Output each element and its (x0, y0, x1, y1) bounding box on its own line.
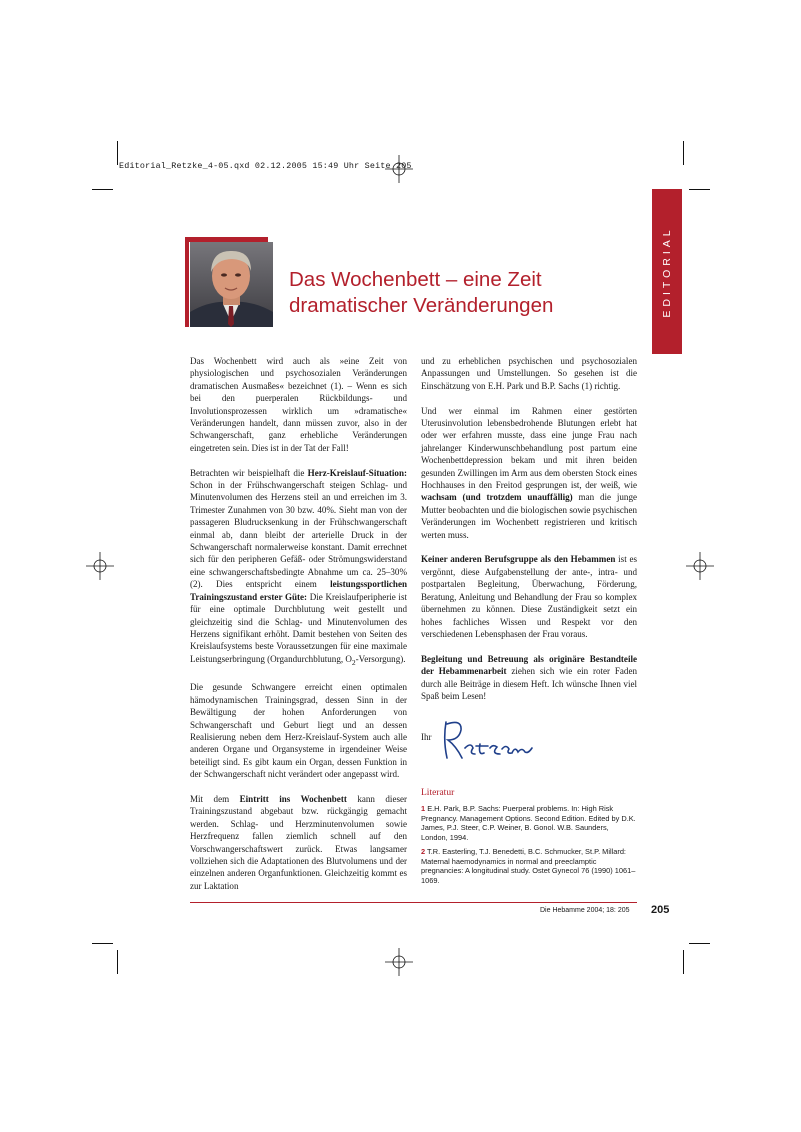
journal-citation: Die Hebamme 2004; 18: 205 (540, 907, 630, 914)
author-portrait (190, 242, 273, 327)
reference-number: 1 (421, 804, 426, 813)
paragraph (190, 793, 407, 892)
closing-ihr: Ihr (421, 732, 432, 742)
title-line-1: Das Wochenbett – eine Zeit (289, 268, 542, 291)
photo-frame-left (185, 237, 189, 327)
text-run: Und wer einmal im Rahmen einer gestörten Uterusinvolution lebensbedrohende Blutungen erlebt hat oder wer erfahren musste, dass eine junge Frau nach jahrelanger Kinderwunschbehandlung post partum eine Wochenbettdepression bekam und mit ihren beiden gesunden Zwillingen im Arm aus dem obersten Stock eines Hochhauses in den Freitod gesprungen ist, der weiß, wie (421, 405, 637, 491)
paragraph: Die gesunde Schwangere erreicht einen optimalen hämodynamischen Trainingsgrad, dessen Sinn in der Bewältigung der hohen Anforderungen von Schwangerschaft und Geburt liegt und an dessen Realisierung neben dem Herz-Kreislauf-System auch alle anderen Organe und Organsysteme in irgendeiner Weise beteiligt sind. Es gibt kaum ein Organ, dessen Funktion in der Schwangerschaft nicht verändert oder angepasst wird. (190, 682, 407, 780)
footer-rule (190, 902, 637, 903)
emphasis: Keiner anderen Berufsgruppe als den Hebammen (421, 554, 616, 565)
text-run: Die Kreislaufperipherie ist für eine optimale Durchblutung weit gestellt und gleichzeitig sind die Schlag- und Minutenvolumen des Herzens signifikant erhöht. Damit bestehen von Seiten des Kreislaufsystems beste Voraussetzungen für eine maximale Leistungserbringung (Organdurchblutung, O (190, 591, 407, 664)
paragraph: Das Wochenbett wird auch als »eine Zeit von physiologischen und psychosozialen Veränderungen dramatischen Ausmaßes« bezeichnet (1). – Wenn es sich bei den puerperalen Rückbildungs- und Involutionsprozessen wirklich um »dramatische« Veränderungen handelt, dann müssen zuvor, also in der Schwangerschaft, ganz erhebliche Veränderungen eingetreten sein. Dies ist in der Tat der Fall! (190, 356, 407, 453)
emphasis: Begleitung und Betreuung als originäre Bestandteile der Hebammenarbeit (421, 653, 637, 677)
emphasis: wachsam (und trotzdem unauffällig) (421, 492, 573, 503)
reference-item (421, 847, 637, 886)
reference-item (421, 804, 637, 843)
text-run: man die junge Mutter beobachten und die biologischen sowie psychischen Veränderungen im Wochenbett registrieren und kritisch werten muss. (421, 492, 637, 540)
reference-text: E.H. Park, B.P. Sachs: Puerperal problems. In: High Risk Pregnancy. Management Options. Second Edition. Edited by D.K. James, P.J. Steer, C.P. Weiner, B. Gonol. W.B. Saunders, London, 1994. (421, 804, 636, 843)
text-run: Schon in der Frühschwangerschaft steigen Schlag- und Minutenvolumen des Herzens steil an und erreichen im 3. Trimester Zunahmen von 30 bzw. 40%. Sieht man von der passageren Bludrucksenkung in der Frühschwangerschaft einmal ab, dann bleibt der arterielle Druck in der Schwangerschaft normalerweise konstant. Damit errechnet sich für den peripheren Gefäß- oder Strömungswiderstand eine schwangerschaftsbedingte Abnahme um ca. 25–30% (2). Dies entspricht einem (190, 480, 407, 590)
emphasis: Eintritt ins Wochenbett (239, 793, 347, 804)
reference-number: 2 (421, 846, 426, 856)
slug-line: Editorial_Retzke_4-05.qxd 02.12.2005 15:49 Uhr Seite 205 (119, 161, 412, 171)
section-tab (652, 189, 682, 354)
title-line-2: dramatischer Veränderungen (289, 294, 554, 317)
paragraph (421, 653, 637, 703)
text-run: ist es vergönnt, diese Aufgabenstellung der ante-, intra- und postpartalen Begleitung, Überwachung, Förderung, Beratung, Anleitung und Behandlung der Frau so komplex übernehmen zu können. Diese Zuständigkeit setzt ein hohes fachliches Wissen und Respekt vor den verschiedenen Lebensphasen der Frau voraus. (421, 554, 638, 639)
section-tab-label: EDITORIAL (661, 225, 673, 318)
text-run: ziehen sich wie ein roter Faden durch alle Beiträge in diesem Heft. Ich wünsche Ihnen viel Spaß beim Lesen! (421, 666, 637, 701)
page-number: 205 (651, 904, 670, 916)
text-run: Mit dem (190, 793, 240, 804)
emphasis: leistungssportlichen Trainingszustand erster Güte: (190, 579, 407, 602)
right-column (421, 355, 637, 715)
reference-text: T.R. Easterling, T.J. Benedetti, B.C. Schmucker, St.P. Millard: Maternal haemodynamics in normal and preeclamptic pregnancies: A longitudinal study. Ostet Gynecol 76 (1990) 1061–1069. (421, 846, 636, 885)
text-run: -Versorgung). (355, 653, 406, 664)
subscript: 2 (351, 657, 356, 667)
text-run: Betrachten wir beispielhaft die (190, 467, 308, 478)
text-run: kann dieser Trainingszustand abgebaut bzw. rückgängig gemacht werden. Schlag- und Herzminutenvolumen sowie Herzfrequenz fallen ziemlich schnell auf den Vorschwangerschaftswert zurück. Etwas langsamer vollziehen sich die Adaptationen des Blutvolumens und der einzelnen anderen Organfunktionen. Gleichzeitig kommt es zur Laktation (190, 793, 408, 891)
article-title (289, 267, 609, 319)
paragraph (190, 467, 407, 669)
emphasis: Herz-Kreislauf-Situation: (307, 467, 407, 478)
paragraph (421, 405, 637, 541)
paragraph (421, 553, 637, 640)
references (421, 788, 637, 886)
author-signature (440, 716, 540, 764)
paragraph: und zu erheblichen psychischen und psychosozialen Anpassungen und Umstellungen. So gesehen ist die Einschätzung von E.H. Park und B.P. Sachs (1) richtig. (421, 356, 637, 391)
left-column (190, 355, 407, 905)
references-heading: Literatur (421, 788, 455, 798)
